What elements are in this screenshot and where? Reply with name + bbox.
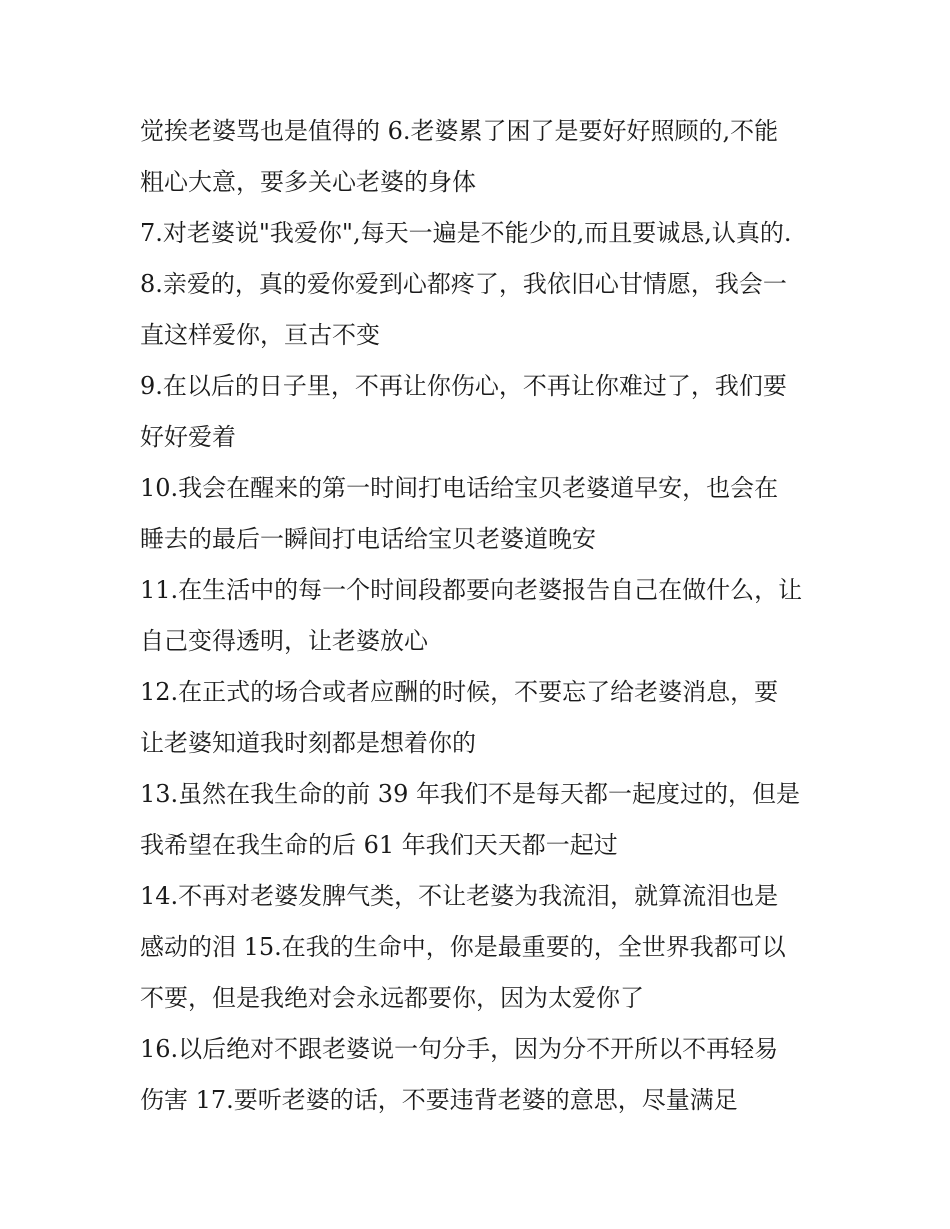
text-line: 12.在正式的场合或者应酬的时候，不要忘了给老婆消息，要	[140, 678, 779, 706]
text-line: 14.不再对老婆发脾气类，不让老婆为我流泪，就算流泪也是	[140, 882, 779, 910]
text-line: 13.虽然在我生命的前 39 年我们不是每天都一起度过的，但是	[140, 780, 800, 808]
text-line: 7.对老婆说"我爱你",每天一遍是不能少的,而且要诚恳,认真的.	[140, 219, 792, 247]
document-body	[140, 106, 830, 1126]
text-line: 伤害 17.要听老婆的话，不要违背老婆的意思，尽量满足	[140, 1086, 738, 1114]
text-line: 9.在以后的日子里，不再让你伤心，不再让你难过了，我们要	[140, 372, 787, 400]
text-line: 16.以后绝对不跟老婆说一句分手，因为分不开所以不再轻易	[140, 1035, 779, 1063]
text-line: 10.我会在醒来的第一时间打电话给宝贝老婆道早安，也会在	[140, 474, 779, 502]
text-line: 自己变得透明，让老婆放心	[140, 627, 428, 655]
text-line: 我希望在我生命的后 61 年我们天天都一起过	[140, 831, 618, 859]
text-line: 直这样爱你，亘古不变	[140, 321, 380, 349]
text-line: 让老婆知道我时刻都是想着你的	[140, 729, 476, 757]
text-line: 睡去的最后一瞬间打电话给宝贝老婆道晚安	[140, 525, 596, 553]
text-line: 感动的泪 15.在我的生命中，你是最重要的，全世界我都可以	[140, 933, 786, 961]
text-line: 好好爱着	[140, 423, 236, 451]
text-line: 11.在生活中的每一个时间段都要向老婆报告自己在做什么，让	[140, 576, 803, 604]
text-line: 粗心大意，要多关心老婆的身体	[140, 168, 476, 196]
text-line: 不要，但是我绝对会永远都要你，因为太爱你了	[140, 984, 644, 1012]
text-line: 觉挨老婆骂也是值得的 6.老婆累了困了是要好好照顾的,不能	[140, 117, 779, 145]
text-line: 8.亲爱的，真的爱你爱到心都疼了，我依旧心甘情愿，我会一	[140, 270, 787, 298]
